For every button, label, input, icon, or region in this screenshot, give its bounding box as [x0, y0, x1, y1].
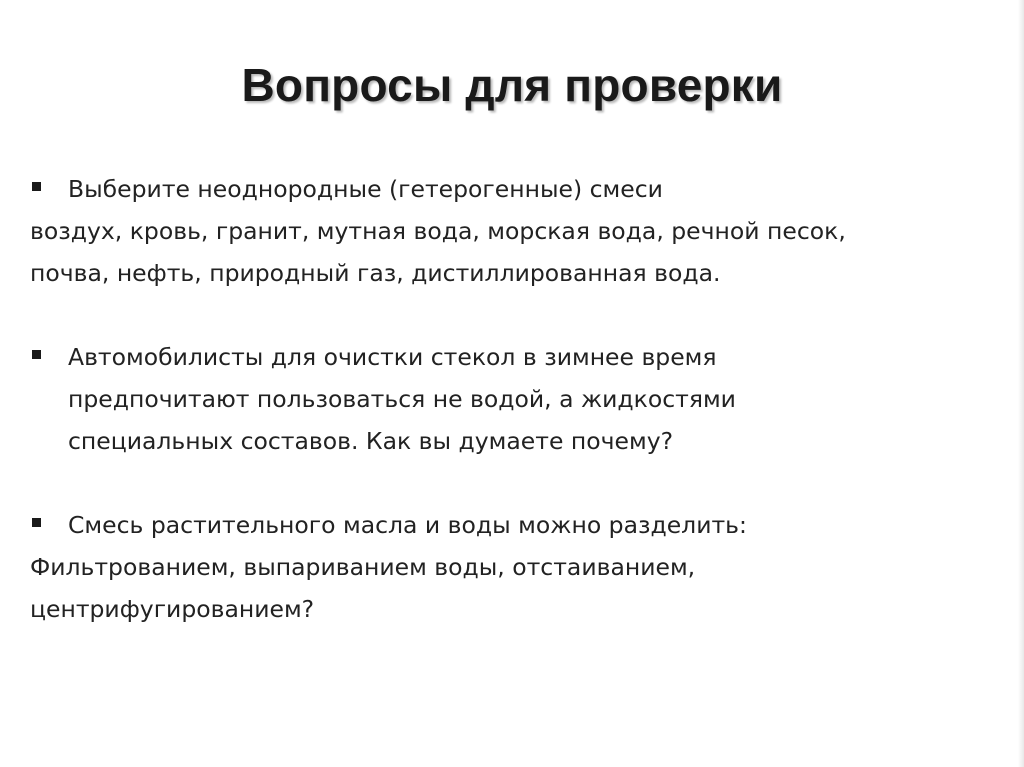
question-1-continuation-2: почва, нефть, природный газ, дистиллированная вода.: [30, 259, 721, 287]
square-bullet-icon: [32, 182, 41, 191]
question-2-text: Автомобилисты для очистки стекол в зимнее время: [68, 343, 717, 371]
question-1: [30, 168, 1000, 294]
question-2-continuation-1: предпочитают пользоваться не водой, а жидкостями: [68, 385, 736, 413]
question-3-continuation-2: центрифугированием?: [30, 595, 315, 623]
question-3-line: [30, 504, 1000, 546]
question-2-continuation-2: специальных составов. Как вы думаете почему?: [68, 427, 674, 455]
question-2-line: [30, 336, 1000, 378]
question-1-text: Выберите неоднородные (гетерогенные) смеси: [68, 175, 663, 203]
slide-title: Вопросы для проверки: [241, 59, 783, 111]
question-3-text: Смесь растительного масла и воды можно разделить:: [68, 511, 747, 539]
slide-edge-shadow: [1018, 0, 1024, 767]
question-3-continuation-1: Фильтрованием, выпариванием воды, отстаиванием,: [30, 553, 696, 581]
square-bullet-icon: [32, 518, 41, 527]
question-2: [30, 336, 1000, 462]
question-1-continuation-1: воздух, кровь, гранит, мутная вода, морская вода, речной песок,: [30, 217, 846, 245]
slide-content: [30, 168, 1000, 672]
question-3: [30, 504, 1000, 630]
question-1-line: [30, 168, 1000, 210]
square-bullet-icon: [32, 350, 41, 359]
